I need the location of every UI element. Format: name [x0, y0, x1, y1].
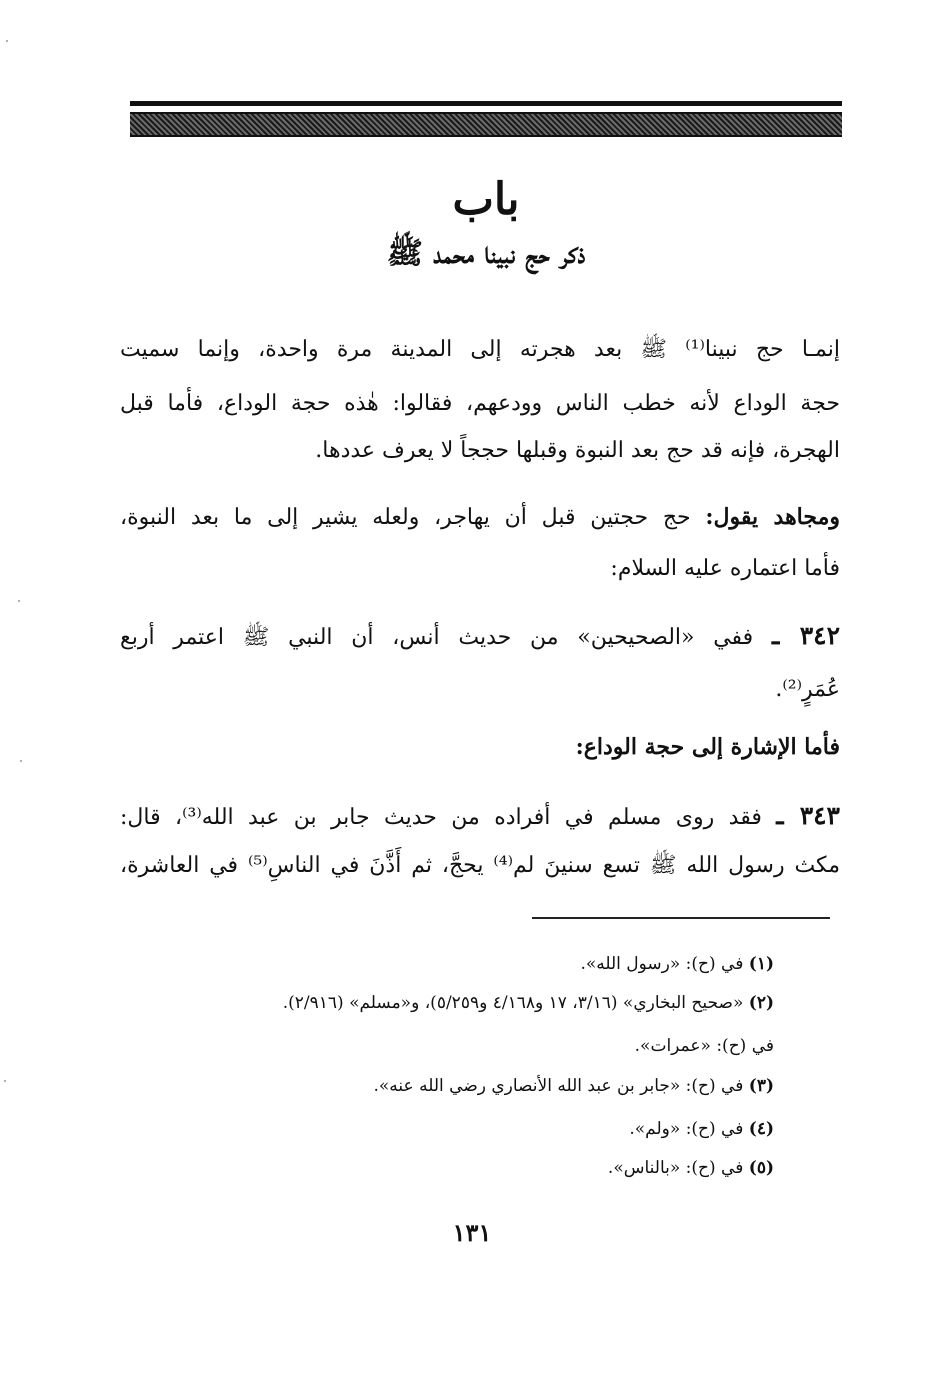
footnote-number: (٤): [748, 1119, 774, 1139]
hadith-343-line-1: [120, 800, 840, 833]
hadith-342-line-2: عُمَرٍ⁽²⁾.: [775, 677, 840, 702]
footnote-text: في (ح): «جابر بن عبد الله الأنصاري رضي الله عنه».: [373, 1076, 744, 1096]
footnote-number: (١): [748, 954, 774, 974]
hadith-343-text: فقد روى مسلم في أفراده من حديث جابر بن عبد الله⁽³⁾، قال:: [120, 805, 762, 830]
footnote-separator: [532, 917, 830, 919]
footnote-4: [629, 1118, 774, 1140]
footnote-3: [374, 1075, 775, 1097]
hadith-342-line-1: [120, 620, 840, 653]
footnote-number: (٥): [748, 1158, 774, 1178]
hadith-343-line-2: مكث رسول الله ﷺ تسع سنينَ لم⁽⁴⁾ يحجَّ، ثم أَذَّنَ في الناسِ⁽⁵⁾ في العاشرة،: [120, 853, 840, 878]
paragraph-2-text: حج حجتين قبل أن يهاجر، ولعله يشير إلى ما بعد النبوة،: [120, 505, 691, 530]
footnote-2-continued: [635, 1035, 774, 1057]
paragraph-1-line-2: حجة الوداع لأنه خطب الناس وودعهم، فقالوا: هٰذه حجة الوداع، فأما قبل: [120, 391, 840, 416]
footnote-2: [283, 992, 774, 1014]
footnote-text: في (ح): «عمرات».: [634, 1036, 774, 1056]
section-heading-farewell-pilgrimage: فأما الإشارة إلى حجة الوداع:: [575, 734, 840, 760]
footnote-text: «صحيح البخاري» (٣/١٦، ١٧ و٤/١٦٨ و٥/٢٥٩)، و«مسلم» (٢/٩١٦).: [282, 993, 744, 1013]
hadith-342-text: ففي «الصحيحين» من حديث أنس، أن النبي ﷺ اعتمر أربع: [120, 625, 754, 650]
scan-speck: [20, 760, 22, 762]
chapter-subtitle: ذكر حج نبينا محمد ﷺ: [386, 236, 586, 271]
page-number: ١٣١: [452, 1218, 492, 1247]
hadith-number: ٣٤٣ ـ: [776, 801, 840, 830]
chapter-title: باب: [452, 174, 520, 225]
footnote-text: في (ح): «رسول الله».: [580, 954, 744, 974]
footnote-1: [580, 953, 774, 975]
footnote-number: (٣): [748, 1076, 774, 1096]
footnote-text: في (ح): «ولم».: [629, 1119, 744, 1139]
header-thick-band: [130, 112, 842, 137]
footnote-5: [608, 1157, 774, 1179]
paragraph-2-line-2: فأما اعتماره عليه السلام:: [610, 556, 840, 581]
header-thin-line: [130, 101, 842, 106]
scan-speck: [6, 40, 8, 42]
footnote-number: (٢): [748, 993, 774, 1013]
footnote-text: في (ح): «بالناس».: [607, 1158, 744, 1178]
paragraph-2-lead: ومجاهد يقول:: [705, 504, 840, 530]
header-ornament-rule: [130, 101, 842, 137]
paragraph-1-line-3: الهجرة، فإنه قد حج بعد النبوة وقبلها حججاً لا يعرف عددها.: [315, 438, 840, 463]
scan-speck: [18, 600, 20, 602]
paragraph-2-line-1: [120, 503, 840, 533]
paragraph-1-line-1: إنمـا حج نبينا⁽¹⁾ ﷺ بعد هجرته إلى المدينة مرة واحدة، وإنما سميت: [120, 337, 840, 362]
hadith-number: ٣٤٢ ـ: [771, 621, 841, 650]
scan-speck: [4, 1080, 6, 1082]
